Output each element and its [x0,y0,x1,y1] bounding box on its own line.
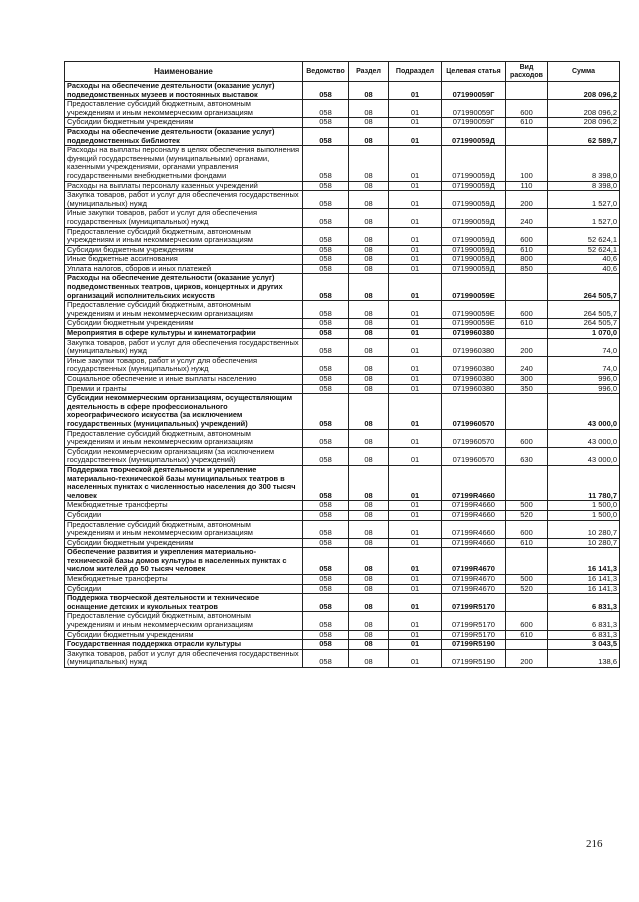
table-row [65,575,620,585]
row-subsection: 01 [389,584,442,594]
row-name: Предоставление субсидий бюджетным, автономным учреждениям и иным некоммерческим организациям [65,100,303,118]
row-dept: 058 [303,227,349,245]
row-name: Обеспечение развития и укрепления материально-технической базы домов культуры в населенных пунктах с числом жителей до 50 тысяч человек [65,548,303,575]
row-subsection: 01 [389,146,442,181]
row-name: Мероприятия в сфере культуры и кинематографии [65,329,303,339]
row-target: 07199R4660 [442,510,506,520]
row-target: 07199R4660 [442,538,506,548]
row-sum: 74,0 [548,338,620,356]
row-sum: 996,0 [548,375,620,385]
row-target: 071990059Е [442,319,506,329]
row-subsection: 01 [389,384,442,394]
row-section: 08 [349,181,389,191]
table-row [65,118,620,128]
table-row [65,274,620,301]
table-row [65,209,620,227]
row-section: 08 [349,338,389,356]
row-name: Расходы на выплаты персоналу в целях обеспечения выполнения функций государственными (муниципальными) органами, казенными учреждениями, органами управления государственными внебюджетными фондами [65,146,303,181]
row-exptype: 600 [506,429,548,447]
row-target: 0719960570 [442,447,506,465]
row-section: 08 [349,245,389,255]
row-sum: 16 141,3 [548,575,620,585]
row-sum: 1 500,0 [548,501,620,511]
table-row [65,649,620,667]
row-section: 08 [349,640,389,650]
row-dept: 058 [303,255,349,265]
row-target: 071990059Г [442,100,506,118]
row-sum: 6 831,3 [548,594,620,612]
row-subsection: 01 [389,329,442,339]
row-section: 08 [349,575,389,585]
row-sum: 8 398,0 [548,146,620,181]
row-sum: 264 505,7 [548,319,620,329]
row-name: Поддержка творческой деятельности и техническое оснащение детских и кукольных театров [65,594,303,612]
row-name: Расходы на обеспечение деятельности (оказание услуг) подведомственных театров, цирков, концертных и других организаций исполнительских искусств [65,274,303,301]
table-row [65,384,620,394]
row-name: Социальное обеспечение и иные выплаты населению [65,375,303,385]
table-row [65,82,620,100]
row-dept: 058 [303,649,349,667]
row-section: 08 [349,501,389,511]
row-sum: 208 096,2 [548,118,620,128]
row-subsection: 01 [389,394,442,429]
row-section: 08 [349,630,389,640]
row-sum: 40,6 [548,264,620,274]
row-name: Расходы на обеспечение деятельности (оказание услуг) подведомственных музеев и постоянных выставок [65,82,303,100]
header-name: Наименование [65,62,303,82]
table-row [65,394,620,429]
row-sum: 52 624,1 [548,227,620,245]
row-dept: 058 [303,538,349,548]
row-target: 071990059Д [442,264,506,274]
row-section: 08 [349,191,389,209]
row-dept: 058 [303,319,349,329]
row-dept: 058 [303,181,349,191]
row-subsection: 01 [389,319,442,329]
row-subsection: 01 [389,245,442,255]
row-sum: 264 505,7 [548,301,620,319]
table-row [65,181,620,191]
row-dept: 058 [303,630,349,640]
table-row [65,640,620,650]
row-target: 071990059Д [442,181,506,191]
row-dept: 058 [303,548,349,575]
row-exptype: 600 [506,100,548,118]
table-row [65,375,620,385]
row-name: Субсидии бюджетным учреждениям [65,319,303,329]
row-sum: 10 280,7 [548,538,620,548]
row-exptype: 800 [506,255,548,265]
row-sum: 52 624,1 [548,245,620,255]
row-target: 07199R4670 [442,584,506,594]
row-subsection: 01 [389,649,442,667]
row-sum: 996,0 [548,384,620,394]
row-target: 07199R5190 [442,649,506,667]
table-row [65,255,620,265]
row-section: 08 [349,301,389,319]
row-exptype [506,594,548,612]
row-dept: 058 [303,640,349,650]
row-exptype: 240 [506,209,548,227]
row-name: Иные закупки товаров, работ и услуг для обеспечения государственных (муниципальных) нужд [65,356,303,374]
table-row [65,510,620,520]
row-dept: 058 [303,118,349,128]
table-row [65,356,620,374]
row-exptype: 630 [506,447,548,465]
row-name: Премии и гранты [65,384,303,394]
budget-table [64,61,620,668]
row-section: 08 [349,274,389,301]
row-section: 08 [349,548,389,575]
row-subsection: 01 [389,548,442,575]
row-target: 071990059Д [442,255,506,265]
row-sum: 8 398,0 [548,181,620,191]
row-name: Иные бюджетные ассигнования [65,255,303,265]
row-subsection: 01 [389,630,442,640]
row-exptype [506,82,548,100]
row-exptype: 200 [506,191,548,209]
row-dept: 058 [303,520,349,538]
row-exptype: 200 [506,649,548,667]
row-sum: 62 589,7 [548,127,620,145]
row-exptype: 520 [506,584,548,594]
row-dept: 058 [303,245,349,255]
row-subsection: 01 [389,575,442,585]
row-subsection: 01 [389,100,442,118]
row-exptype: 110 [506,181,548,191]
row-sum: 208 096,2 [548,100,620,118]
row-section: 08 [349,100,389,118]
row-name: Закупка товаров, работ и услуг для обеспечения государственных (муниципальных) нужд [65,191,303,209]
row-name: Иные закупки товаров, работ и услуг для обеспечения государственных (муниципальных) нужд [65,209,303,227]
row-target: 07199R5170 [442,594,506,612]
row-subsection: 01 [389,520,442,538]
table-row [65,630,620,640]
row-subsection: 01 [389,375,442,385]
row-subsection: 01 [389,447,442,465]
row-exptype: 240 [506,356,548,374]
row-section: 08 [349,612,389,630]
row-dept: 058 [303,612,349,630]
header-exptype: Вид расходов [506,62,548,82]
row-dept: 058 [303,264,349,274]
row-section: 08 [349,319,389,329]
table-row [65,501,620,511]
row-dept: 058 [303,146,349,181]
row-sum: 16 141,3 [548,584,620,594]
row-target: 07199R4660 [442,465,506,500]
row-sum: 40,6 [548,255,620,265]
row-subsection: 01 [389,501,442,511]
row-target: 07199R5190 [442,640,506,650]
row-section: 08 [349,209,389,227]
row-exptype: 850 [506,264,548,274]
row-name: Предоставление субсидий бюджетным, автономным учреждениям и иным некоммерческим организациям [65,301,303,319]
row-target: 07199R4660 [442,501,506,511]
row-section: 08 [349,329,389,339]
row-exptype [506,394,548,429]
row-sum: 1 500,0 [548,510,620,520]
row-exptype: 600 [506,520,548,538]
row-subsection: 01 [389,227,442,245]
row-name: Расходы на обеспечение деятельности (оказание услуг) подведомственных библиотек [65,127,303,145]
row-exptype: 100 [506,146,548,181]
row-section: 08 [349,520,389,538]
row-target: 07199R5170 [442,630,506,640]
row-section: 08 [349,255,389,265]
row-exptype: 610 [506,630,548,640]
row-sum: 74,0 [548,356,620,374]
row-section: 08 [349,146,389,181]
row-exptype [506,274,548,301]
row-exptype [506,127,548,145]
row-exptype: 610 [506,245,548,255]
row-target: 07199R4660 [442,520,506,538]
row-exptype: 600 [506,612,548,630]
row-exptype [506,329,548,339]
row-section: 08 [349,375,389,385]
row-dept: 058 [303,301,349,319]
row-exptype: 610 [506,538,548,548]
row-exptype: 600 [506,301,548,319]
row-section: 08 [349,356,389,374]
row-name: Межбюджетные трансферты [65,575,303,585]
row-subsection: 01 [389,181,442,191]
row-subsection: 01 [389,274,442,301]
row-subsection: 01 [389,191,442,209]
table-row [65,465,620,500]
row-sum: 1 070,0 [548,329,620,339]
row-dept: 058 [303,100,349,118]
row-exptype: 300 [506,375,548,385]
header-subsection: Подраздел [389,62,442,82]
row-target: 071990059Д [442,146,506,181]
row-name: Предоставление субсидий бюджетным, автономным учреждениям и иным некоммерческим организациям [65,520,303,538]
row-name: Межбюджетные трансферты [65,501,303,511]
row-name: Уплата налогов, сборов и иных платежей [65,264,303,274]
row-dept: 058 [303,191,349,209]
row-target: 071990059Д [442,245,506,255]
row-dept: 058 [303,338,349,356]
table-row [65,594,620,612]
row-subsection: 01 [389,640,442,650]
row-sum: 208 096,2 [548,82,620,100]
row-dept: 058 [303,394,349,429]
table-row [65,338,620,356]
row-name: Государственная поддержка отрасли культуры [65,640,303,650]
row-dept: 058 [303,356,349,374]
row-exptype [506,465,548,500]
row-target: 0719960570 [442,394,506,429]
header-target: Целевая статья [442,62,506,82]
row-target: 071990059Д [442,127,506,145]
row-subsection: 01 [389,356,442,374]
table-row [65,301,620,319]
table-row [65,538,620,548]
row-subsection: 01 [389,538,442,548]
row-name: Закупка товаров, работ и услуг для обеспечения государственных (муниципальных) нужд [65,338,303,356]
row-dept: 058 [303,274,349,301]
row-subsection: 01 [389,255,442,265]
table-row [65,447,620,465]
row-name: Субсидии бюджетным учреждениям [65,538,303,548]
row-name: Субсидии бюджетным учреждениям [65,118,303,128]
header-dept: Ведомство [303,62,349,82]
row-section: 08 [349,594,389,612]
row-section: 08 [349,447,389,465]
table-row [65,146,620,181]
table-row [65,245,620,255]
row-subsection: 01 [389,338,442,356]
page-number: 216 [586,838,603,850]
row-target: 071990059Е [442,301,506,319]
row-target: 0719960380 [442,384,506,394]
row-exptype: 600 [506,227,548,245]
row-exptype: 500 [506,575,548,585]
row-target: 0719960380 [442,329,506,339]
row-target: 0719960380 [442,338,506,356]
row-sum: 11 780,7 [548,465,620,500]
row-section: 08 [349,384,389,394]
row-dept: 058 [303,575,349,585]
header-section: Раздел [349,62,389,82]
table-row [65,612,620,630]
row-name: Расходы на выплаты персоналу казенных учреждений [65,181,303,191]
row-exptype: 610 [506,319,548,329]
row-subsection: 01 [389,612,442,630]
row-target: 07199R5170 [442,612,506,630]
row-exptype [506,548,548,575]
row-section: 08 [349,649,389,667]
table-row [65,191,620,209]
row-subsection: 01 [389,118,442,128]
row-subsection: 01 [389,301,442,319]
row-section: 08 [349,394,389,429]
row-sum: 43 000,0 [548,394,620,429]
row-sum: 1 527,0 [548,191,620,209]
table-row [65,520,620,538]
row-sum: 43 000,0 [548,429,620,447]
row-sum: 43 000,0 [548,447,620,465]
row-section: 08 [349,118,389,128]
row-sum: 264 505,7 [548,274,620,301]
row-target: 07199R4670 [442,548,506,575]
row-subsection: 01 [389,429,442,447]
table-row [65,329,620,339]
row-subsection: 01 [389,82,442,100]
row-section: 08 [349,127,389,145]
row-target: 07199R4670 [442,575,506,585]
row-dept: 058 [303,594,349,612]
row-name: Субсидии некоммерческим организациям (за исключением государственных (муниципальных) учреждений) [65,447,303,465]
row-target: 071990059Г [442,82,506,100]
row-name: Субсидии бюджетным учреждениям [65,630,303,640]
row-name: Предоставление субсидий бюджетным, автономным учреждениям и иным некоммерческим организациям [65,429,303,447]
row-exptype: 610 [506,118,548,128]
row-exptype: 200 [506,338,548,356]
table-body [65,82,620,668]
row-target: 071990059Д [442,191,506,209]
row-exptype: 520 [506,510,548,520]
row-sum: 16 141,3 [548,548,620,575]
row-subsection: 01 [389,510,442,520]
row-dept: 058 [303,329,349,339]
row-target: 0719960380 [442,375,506,385]
row-section: 08 [349,584,389,594]
table-row [65,429,620,447]
row-dept: 058 [303,465,349,500]
table-row [65,264,620,274]
row-target: 071990059Д [442,227,506,245]
table-header-row [65,62,620,82]
table-row [65,584,620,594]
table-row [65,548,620,575]
row-sum: 1 527,0 [548,209,620,227]
row-dept: 058 [303,501,349,511]
row-section: 08 [349,465,389,500]
row-name: Субсидии [65,584,303,594]
table-row [65,100,620,118]
row-subsection: 01 [389,264,442,274]
row-name: Поддержка творческой деятельности и укрепление материально-технической базы муниципальных театров в населенных пунктах с численностью населения до 300 тысяч человек [65,465,303,500]
row-section: 08 [349,82,389,100]
row-exptype: 350 [506,384,548,394]
row-section: 08 [349,538,389,548]
row-target: 071990059Д [442,209,506,227]
row-subsection: 01 [389,465,442,500]
row-dept: 058 [303,429,349,447]
row-sum: 6 831,3 [548,630,620,640]
row-name: Субсидии [65,510,303,520]
row-sum: 3 043,5 [548,640,620,650]
row-dept: 058 [303,209,349,227]
row-dept: 058 [303,447,349,465]
row-target: 0719960380 [442,356,506,374]
row-section: 08 [349,429,389,447]
row-dept: 058 [303,384,349,394]
row-target: 0719960570 [442,429,506,447]
row-dept: 058 [303,127,349,145]
row-dept: 058 [303,510,349,520]
row-target: 071990059Г [442,118,506,128]
row-section: 08 [349,227,389,245]
row-name: Закупка товаров, работ и услуг для обеспечения государственных (муниципальных) нужд [65,649,303,667]
row-subsection: 01 [389,209,442,227]
row-name: Субсидии бюджетным учреждениям [65,245,303,255]
row-target: 071990059Е [442,274,506,301]
row-sum: 6 831,3 [548,612,620,630]
table-row [65,227,620,245]
row-dept: 058 [303,584,349,594]
table-row [65,127,620,145]
row-section: 08 [349,264,389,274]
row-exptype [506,640,548,650]
row-sum: 138,6 [548,649,620,667]
row-section: 08 [349,510,389,520]
table-row [65,319,620,329]
row-dept: 058 [303,82,349,100]
row-subsection: 01 [389,127,442,145]
header-sum: Сумма [548,62,620,82]
row-exptype: 500 [506,501,548,511]
row-name: Субсидии некоммерческим организациям, осуществляющим деятельность в сфере профессионального хореографического искусства (за исключением государственных (муниципальных) учреждений) [65,394,303,429]
row-name: Предоставление субсидий бюджетным, автономным учреждениям и иным некоммерческим организациям [65,612,303,630]
row-name: Предоставление субсидий бюджетным, автономным учреждениям и иным некоммерческим организациям [65,227,303,245]
row-subsection: 01 [389,594,442,612]
row-sum: 10 280,7 [548,520,620,538]
row-dept: 058 [303,375,349,385]
